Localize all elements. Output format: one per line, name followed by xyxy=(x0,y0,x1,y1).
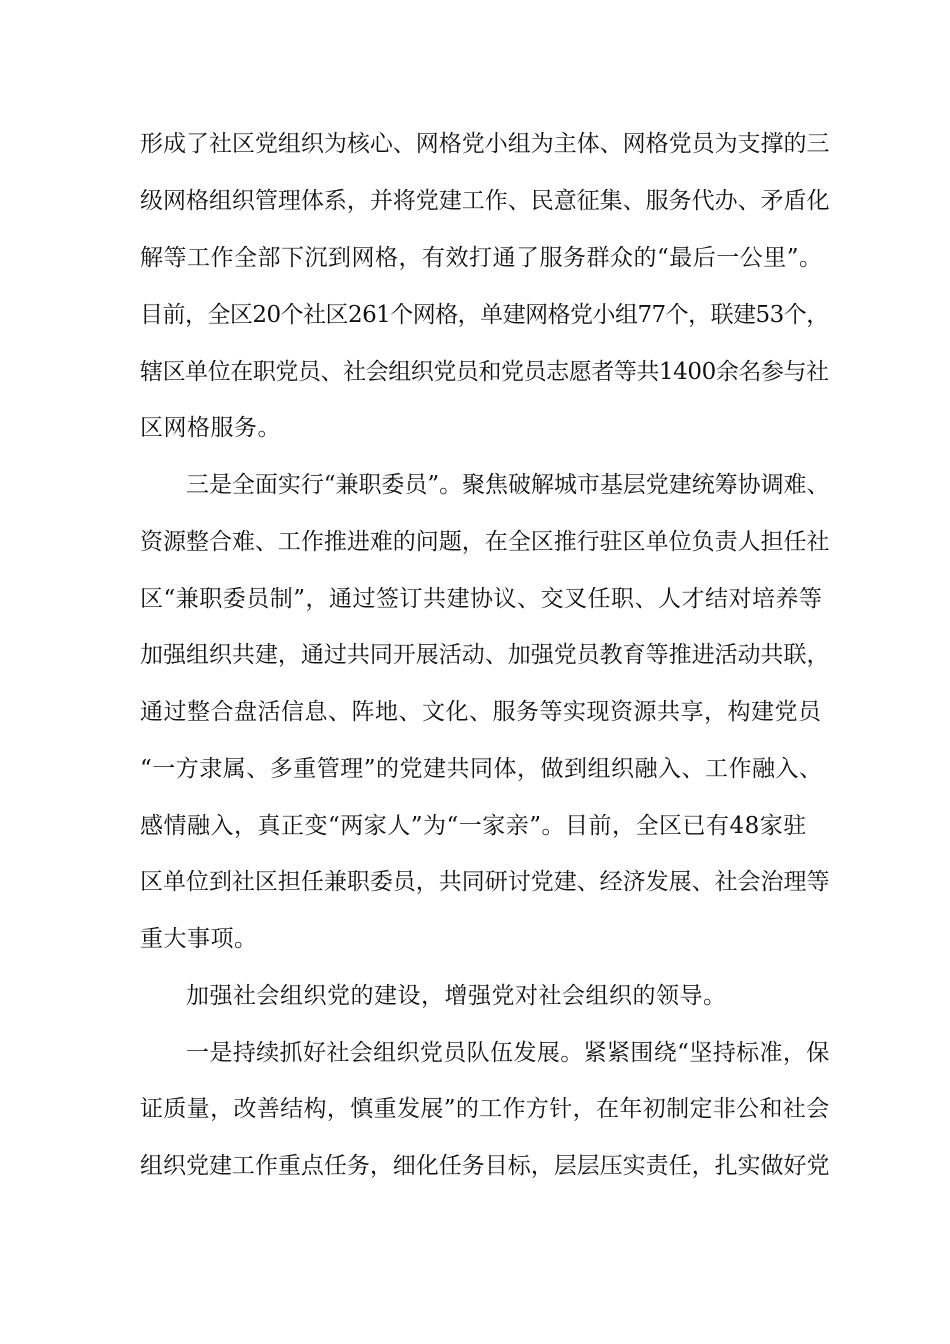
text-line: “一方隶属、多重管理”的党建共同体，做到组织融入、工作融入、 xyxy=(140,756,823,782)
text-line: 级网格组织管理体系，并将党建工作、民意征集、服务代办、矛盾化 xyxy=(140,188,830,214)
text-line: 解等工作全部下沉到网格，有效打通了服务群众的“最后一公里”。 xyxy=(140,245,823,271)
text-line: 组织党建工作重点任务，细化任务目标，层层压实责任，扎实做好党 xyxy=(140,1153,830,1179)
text-line: 区单位到社区担任兼职委员，共同研讨党建、经济发展、社会治理等 xyxy=(140,869,830,895)
text-line: 资源整合难、工作推进难的问题，在全区推行驻区单位负责人担任社 xyxy=(140,529,830,555)
text-line: 加强组织共建，通过共同开展活动、加强党员教育等推进活动共联， xyxy=(140,642,830,668)
paragraph-first-line: 一是持续抓好社会组织党员队伍发展。紧紧围绕“坚持标准，保 xyxy=(186,1040,830,1066)
paragraph-first-line: 三是全面实行“兼职委员”。聚焦破解城市基层党建统筹协调难、 xyxy=(186,472,830,498)
text-line: 区“兼职委员制”，通过签订共建协议、交叉任职、人才结对培养等 xyxy=(140,586,823,612)
text-line: 重大事项。 xyxy=(140,926,258,952)
section-heading: 加强社会组织党的建设，增强党对社会组织的领导。 xyxy=(186,983,727,1009)
text-line: 辖区单位在职党员、社会组织党员和党员志愿者等共1400余名参与社 xyxy=(140,359,829,385)
text-line: 感情融入，真正变“两家人”为“一家亲”。目前，全区已有48家驻 xyxy=(140,813,807,839)
text-line: 区网格服务。 xyxy=(140,415,281,441)
text-line: 形成了社区党组织为核心、网格党小组为主体、网格党员为支撑的三 xyxy=(140,131,830,157)
text-line: 证质量，改善结构，慎重发展”的工作方针，在年初制定非公和社会 xyxy=(140,1096,830,1122)
text-line: 通过整合盘活信息、阵地、文化、服务等实现资源共享，构建党员 xyxy=(140,699,822,725)
text-line: 目前，全区20个社区261个网格，单建网格党小组77个，联建53个， xyxy=(140,302,829,328)
